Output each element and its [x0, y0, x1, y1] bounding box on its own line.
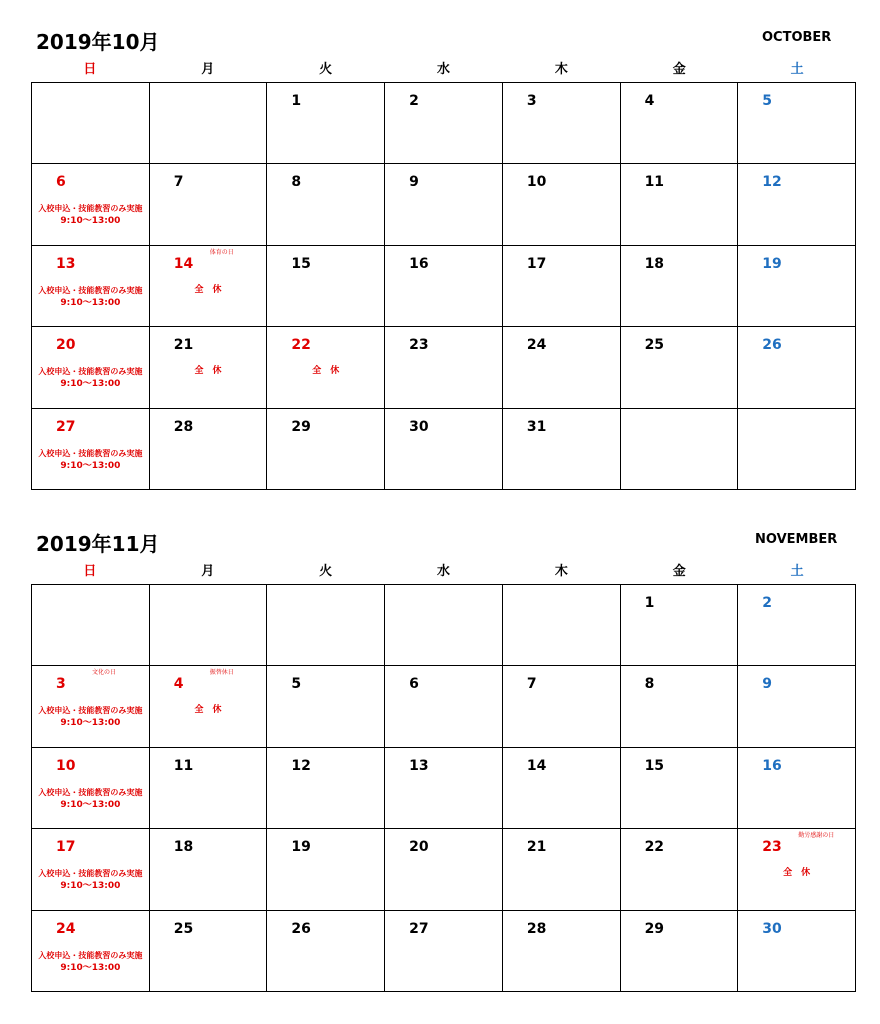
calendar-grid: [31, 82, 856, 490]
holiday-name: 勤労感謝の日: [798, 832, 835, 840]
day-cell: [738, 246, 856, 327]
day-cell: [150, 164, 268, 245]
weekday-label: 日: [83, 62, 97, 77]
day-cell: [503, 829, 621, 910]
day-cell: [503, 409, 621, 490]
weekday-label: 金: [672, 564, 686, 579]
day-number: 15: [291, 255, 311, 272]
day-cell: [503, 911, 621, 992]
day-cell: [150, 327, 268, 408]
day-cell: [32, 585, 150, 666]
day-cell: [385, 164, 503, 245]
day-cell: [267, 409, 385, 490]
day-number: 1: [291, 93, 302, 109]
day-cell: [150, 748, 268, 829]
weekday-header: [31, 560, 856, 580]
day-cell: [267, 911, 385, 992]
month-title: 2019年11月: [36, 532, 160, 556]
sunday-note-line: 入校申込・技能教習のみ実施: [38, 204, 143, 214]
day-number: 2: [762, 595, 773, 611]
day-number: 13: [409, 757, 429, 774]
day-number: 17: [526, 255, 547, 272]
day-number: 25: [173, 920, 194, 937]
day-number: 5: [762, 93, 773, 109]
day-cell: [267, 748, 385, 829]
sunday-note: [33, 949, 148, 975]
day-cell: [267, 666, 385, 747]
weekday-header: [31, 58, 856, 78]
day-number: 26: [762, 337, 782, 354]
day-number: 2: [409, 93, 419, 109]
day-number: 14: [173, 255, 194, 272]
day-number: 8: [644, 676, 655, 693]
day-number: 12: [291, 757, 311, 774]
day-number: 11: [173, 757, 194, 774]
day-number: 20: [56, 337, 76, 354]
day-number: 11: [644, 174, 665, 191]
day-cell: [267, 246, 385, 327]
day-cell: [621, 83, 739, 164]
holiday-name: 体育の日: [209, 248, 234, 256]
day-number: 12: [762, 174, 782, 191]
sunday-note-line: 入校申込・技能教習のみ実施: [38, 367, 143, 377]
day-cell: [385, 327, 503, 408]
closed-label: 全 休: [194, 284, 222, 295]
day-cell: [32, 666, 150, 747]
day-number: 4: [173, 676, 184, 693]
day-number: 29: [291, 418, 311, 435]
weekday-label: 月: [201, 62, 215, 77]
month-name-en: OCTOBER: [762, 30, 832, 45]
sunday-note-hours: 9:10～13:00: [60, 718, 121, 729]
sunday-note-line: 入校申込・技能教習のみ実施: [38, 869, 143, 879]
weekday-label: 土: [790, 564, 804, 579]
day-cell: [385, 246, 503, 327]
day-cell: [738, 666, 856, 747]
day-number: 15: [644, 757, 665, 774]
day-cell: [267, 327, 385, 408]
day-number: 23: [762, 839, 782, 856]
sunday-note-line: 入校申込・技能教習のみ実施: [38, 285, 143, 295]
day-number: 24: [526, 337, 547, 354]
day-cell: [150, 585, 268, 666]
closed-label: 全 休: [194, 366, 222, 377]
day-cell: [738, 585, 856, 666]
weekday-label: 火: [319, 62, 333, 77]
day-cell: [738, 164, 856, 245]
day-cell: [385, 409, 503, 490]
day-cell: [32, 164, 150, 245]
weekday-label: 土: [790, 62, 804, 77]
day-number: 21: [173, 337, 194, 354]
day-cell: [503, 164, 621, 245]
day-cell: [267, 585, 385, 666]
day-cell: [150, 666, 268, 747]
day-number: 27: [56, 418, 76, 435]
day-number: 23: [409, 337, 429, 354]
day-number: 8: [291, 174, 302, 191]
day-number: 16: [762, 757, 782, 774]
day-number: 10: [526, 174, 547, 191]
day-number: 9: [762, 676, 773, 693]
day-cell: [738, 748, 856, 829]
day-number: 7: [526, 676, 537, 693]
day-number: 22: [644, 839, 665, 856]
day-number: 29: [644, 920, 665, 937]
day-number: 18: [644, 255, 665, 272]
sunday-note-hours: 9:10～13:00: [60, 297, 121, 308]
day-cell: [150, 246, 268, 327]
day-number: 25: [644, 337, 665, 354]
sunday-note: [33, 867, 148, 893]
day-number: 18: [173, 839, 194, 856]
day-cell: [385, 585, 503, 666]
day-number: 19: [762, 255, 782, 272]
day-number: 7: [173, 174, 184, 191]
day-cell: [150, 911, 268, 992]
day-number: 30: [409, 418, 429, 435]
month-title: 2019年10月: [36, 30, 160, 54]
day-cell: [267, 829, 385, 910]
day-cell: [738, 83, 856, 164]
day-number: 6: [56, 174, 66, 191]
day-cell: [621, 246, 739, 327]
sunday-note: [33, 365, 148, 391]
day-cell: [621, 409, 739, 490]
sunday-note: [33, 786, 148, 812]
day-number: 26: [291, 920, 311, 937]
day-cell: [738, 829, 856, 910]
weekday-label: 月: [201, 564, 215, 579]
day-number: 19: [291, 839, 311, 856]
sunday-note-line: 入校申込・技能教習のみ実施: [38, 950, 143, 960]
day-number: 28: [526, 920, 547, 937]
sunday-note-hours: 9:10～13:00: [60, 460, 121, 471]
day-cell: [385, 748, 503, 829]
day-number: 31: [526, 418, 547, 435]
weekday-label: 金: [672, 62, 686, 77]
day-cell: [267, 83, 385, 164]
day-cell: [621, 164, 739, 245]
day-cell: [385, 829, 503, 910]
day-cell: [503, 246, 621, 327]
calendar-grid: [31, 584, 856, 992]
weekday-label: 木: [554, 564, 568, 579]
weekday-label: 日: [83, 564, 97, 579]
day-number: 22: [291, 337, 311, 354]
day-number: 30: [762, 920, 782, 937]
day-cell: [32, 83, 150, 164]
day-cell: [385, 666, 503, 747]
day-cell: [385, 911, 503, 992]
day-number: 27: [409, 920, 429, 937]
sunday-note-hours: 9:10～13:00: [60, 799, 121, 810]
closed-label: 全 休: [783, 868, 811, 879]
sunday-note: [33, 447, 148, 473]
sunday-note-hours: 9:10～13:00: [60, 379, 121, 390]
weekday-label: 水: [437, 62, 451, 77]
sunday-note-hours: 9:10～13:00: [60, 962, 121, 973]
weekday-label: 木: [554, 62, 568, 77]
day-cell: [32, 911, 150, 992]
day-cell: [267, 164, 385, 245]
day-number: 16: [409, 255, 429, 272]
day-cell: [503, 585, 621, 666]
day-number: 3: [56, 676, 66, 693]
sunday-note-hours: 9:10～13:00: [60, 881, 121, 892]
day-cell: [503, 327, 621, 408]
day-cell: [621, 829, 739, 910]
sunday-note-hours: 9:10～13:00: [60, 216, 121, 227]
sunday-note: [33, 704, 148, 730]
day-cell: [621, 911, 739, 992]
day-number: 13: [56, 255, 76, 272]
day-cell: [150, 409, 268, 490]
sunday-note: [33, 202, 148, 228]
day-cell: [621, 585, 739, 666]
day-cell: [32, 327, 150, 408]
day-cell: [738, 911, 856, 992]
day-cell: [32, 246, 150, 327]
day-cell: [32, 829, 150, 910]
day-cell: [503, 83, 621, 164]
day-number: 1: [644, 595, 655, 611]
day-number: 9: [409, 174, 419, 191]
closed-label: 全 休: [194, 705, 222, 716]
day-cell: [150, 829, 268, 910]
day-number: 6: [409, 676, 419, 693]
day-cell: [32, 748, 150, 829]
day-cell: [503, 666, 621, 747]
day-cell: [738, 327, 856, 408]
day-cell: [385, 83, 503, 164]
day-cell: [738, 409, 856, 490]
day-number: 28: [173, 418, 194, 435]
day-number: 21: [526, 839, 547, 856]
day-number: 17: [56, 839, 76, 856]
closed-label: 全 休: [312, 366, 340, 377]
day-number: 10: [56, 757, 76, 774]
day-cell: [621, 666, 739, 747]
sunday-note-line: 入校申込・技能教習のみ実施: [38, 448, 143, 458]
day-cell: [150, 83, 268, 164]
day-cell: [503, 748, 621, 829]
day-number: 5: [291, 676, 302, 693]
day-cell: [621, 327, 739, 408]
sunday-note-line: 入校申込・技能教習のみ実施: [38, 706, 143, 716]
sunday-note: [33, 284, 148, 310]
holiday-name: 文化の日: [92, 669, 117, 677]
day-number: 3: [526, 93, 537, 109]
day-number: 24: [56, 920, 76, 937]
month-name-en: NOVEMBER: [755, 532, 838, 547]
sunday-note-line: 入校申込・技能教習のみ実施: [38, 787, 143, 797]
day-number: 4: [644, 93, 655, 109]
weekday-label: 水: [437, 564, 451, 579]
day-number: 20: [409, 839, 429, 856]
day-cell: [621, 748, 739, 829]
day-cell: [32, 409, 150, 490]
weekday-label: 火: [319, 564, 333, 579]
holiday-name: 振替休日: [209, 669, 234, 677]
day-number: 14: [526, 757, 547, 774]
